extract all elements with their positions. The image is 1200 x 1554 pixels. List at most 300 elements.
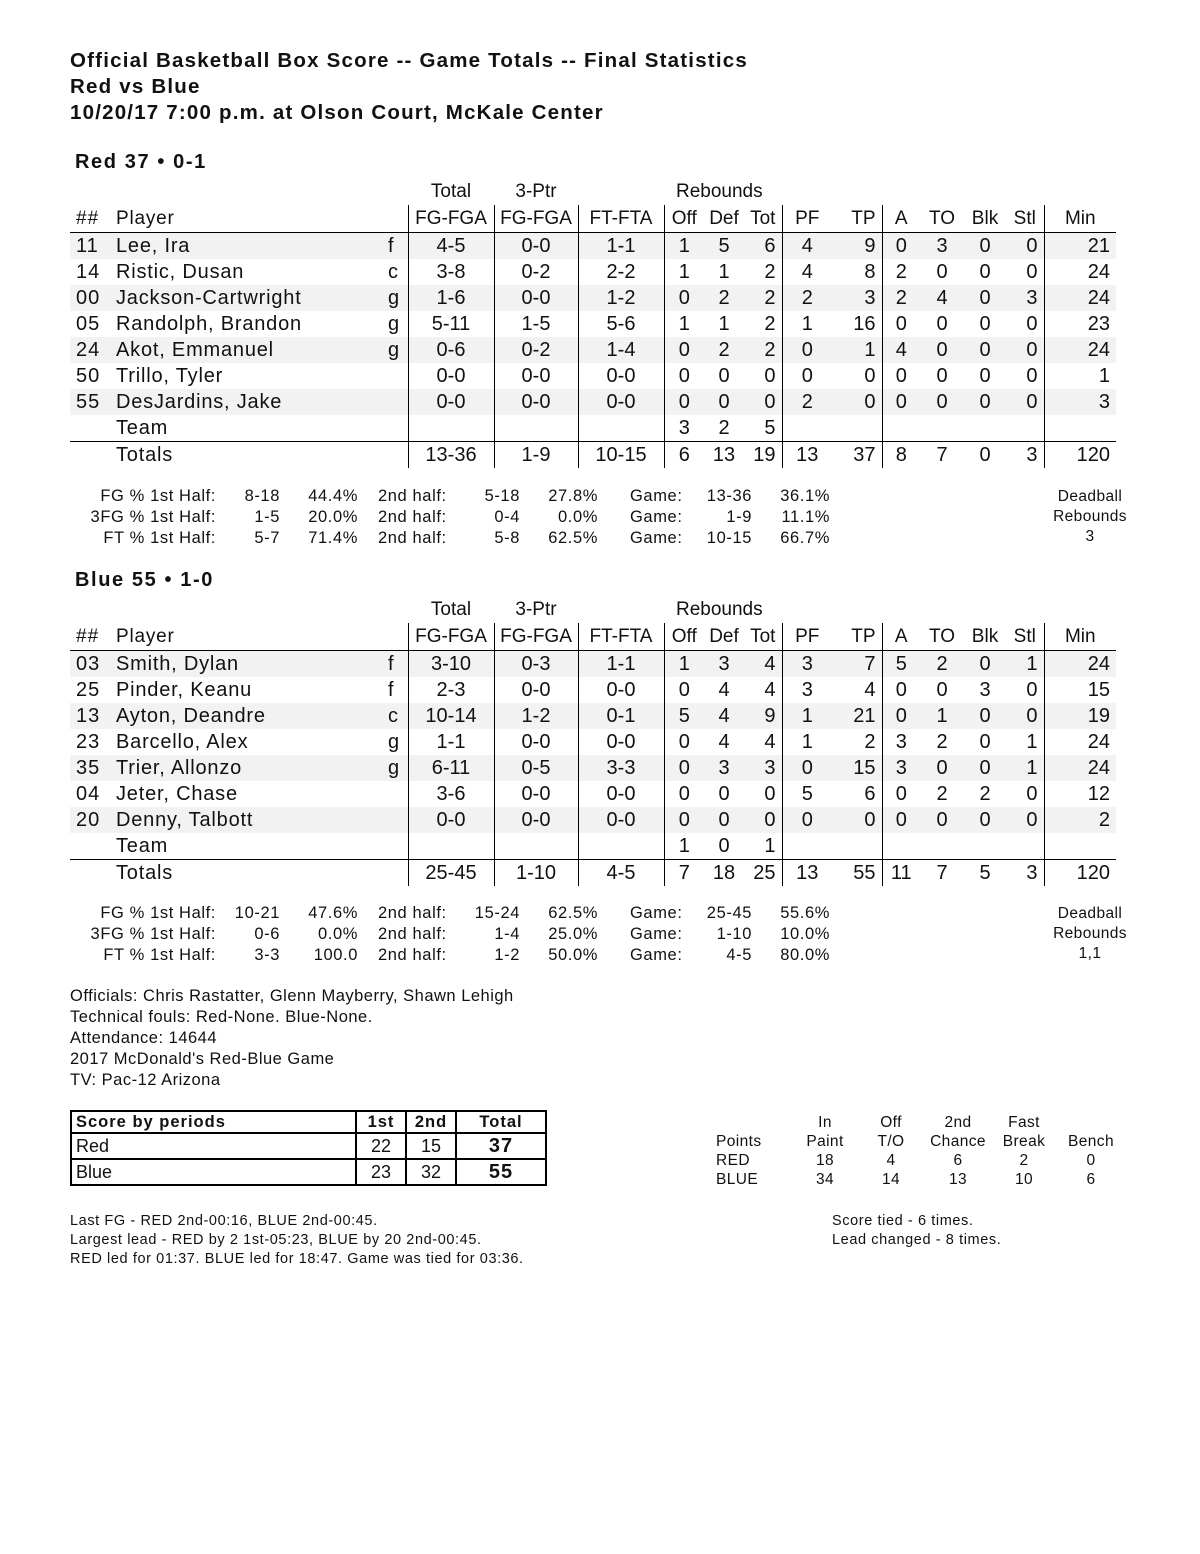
player-tot-reb: 9 — [744, 703, 782, 729]
rebounds-label: Rebounds — [1053, 508, 1127, 525]
totals-fg3: 1-9 — [494, 442, 578, 469]
score-by-periods-table — [70, 1110, 547, 1186]
player-def-reb: 0 — [704, 807, 744, 833]
player-position: g — [388, 312, 400, 335]
totals-a: 8 — [895, 443, 907, 466]
player-off-reb: 1 — [678, 312, 690, 335]
player-number: 05 — [76, 312, 101, 335]
player-tp: 3 — [832, 285, 882, 311]
player-fg3: 0-0 — [494, 363, 578, 389]
pct-h2: 5-8 — [494, 529, 520, 547]
player-position: c — [388, 703, 408, 729]
pct-gp: 36.1% — [780, 487, 830, 505]
player-pf: 1 — [801, 312, 813, 335]
player-to: 2 — [920, 651, 964, 678]
player-name: Ristic, Dusan — [116, 260, 245, 283]
player-position: c — [388, 260, 398, 283]
attendance: Attendance: 14644 — [70, 1029, 218, 1047]
player-pf: 0 — [782, 807, 832, 833]
col-tp: TP — [832, 205, 882, 233]
player-stl: 3 — [1006, 285, 1044, 311]
pct-h2: 5-18 — [484, 487, 520, 505]
player-ft: 0-1 — [578, 703, 664, 729]
pct-h2p: 0.0% — [557, 508, 598, 526]
player-a: 0 — [882, 807, 920, 833]
player-fg3: 0-2 — [494, 337, 578, 363]
pct-h2label: 2nd half: — [378, 529, 447, 547]
player-a: 0 — [882, 703, 920, 729]
player-row — [70, 807, 1116, 833]
sbp-team: Red — [71, 1133, 356, 1159]
player-a: 0 — [882, 389, 920, 415]
player-row — [70, 233, 1116, 260]
pct-h2label: 2nd half: — [378, 946, 447, 964]
player-row — [70, 389, 1116, 415]
player-fg: 3-8 — [408, 259, 494, 285]
pct-glabel: Game: — [630, 904, 683, 922]
team-label: Team — [116, 415, 388, 442]
player-a: 0 — [895, 364, 907, 387]
player-name: Ayton, Deandre — [116, 703, 388, 729]
player-name: Smith, Dylan — [116, 651, 388, 678]
player-name: Akot, Emmanuel — [116, 337, 388, 363]
player-ft: 1-4 — [578, 337, 664, 363]
player-to: 0 — [936, 312, 948, 335]
lead-notes — [70, 1212, 524, 1269]
col-tot: Tot — [744, 205, 782, 233]
player-ft: 3-3 — [578, 755, 664, 781]
player-pf: 2 — [782, 285, 832, 311]
player-row — [70, 729, 1116, 755]
pts-paint: 34 — [815, 1170, 835, 1188]
player-to: 0 — [920, 389, 964, 415]
pct-h2p: 27.8% — [548, 487, 598, 505]
pts-h-fast: Fast — [1008, 1113, 1040, 1131]
col-off: Off — [664, 205, 704, 233]
player-number: 03 — [70, 651, 116, 678]
player-number: 13 — [70, 703, 116, 729]
pts-h-bench: Bench — [1068, 1132, 1114, 1150]
player-pf: 3 — [782, 651, 832, 678]
player-fg: 10-14 — [408, 703, 494, 729]
player-stl: 0 — [1006, 363, 1044, 389]
player-off-reb: 0 — [664, 337, 704, 363]
pct-h1p: 47.6% — [308, 904, 358, 922]
player-name: Jeter, Chase — [116, 782, 238, 805]
pts-h-break: Break — [1002, 1132, 1046, 1150]
game-name: 2017 McDonald's Red-Blue Game — [70, 1050, 335, 1068]
totals-label: Totals — [116, 861, 174, 884]
totals-def-reb: 18 — [712, 861, 736, 884]
player-def-reb: 4 — [718, 730, 730, 753]
col-pf: PF — [782, 623, 832, 651]
player-ft: 0-0 — [578, 363, 664, 389]
player-blk: 0 — [964, 389, 1006, 415]
pct-g: 10-15 — [706, 529, 752, 547]
sbp-2nd-header: 2nd — [406, 1111, 456, 1133]
player-min: 1 — [1098, 364, 1110, 387]
pct-gp: 55.6% — [780, 904, 830, 922]
player-name: Trillo, Tyler — [116, 364, 224, 387]
player-number: 04 — [76, 782, 101, 805]
pct-h2label: 2nd half: — [378, 904, 447, 922]
pct-gp: 80.0% — [780, 946, 830, 964]
pts-h-chance: Chance — [930, 1132, 986, 1150]
player-position — [388, 363, 408, 389]
pct-g: 13-36 — [706, 487, 752, 505]
pct-h1: 8-18 — [244, 487, 280, 505]
pct-label: FG % 1st Half: — [100, 904, 216, 922]
totals-blk: 5 — [979, 861, 991, 884]
sbp-2nd: 32 — [406, 1159, 456, 1185]
col-num: ## — [70, 623, 116, 651]
player-stl: 0 — [1006, 259, 1044, 285]
totals-row — [70, 860, 1116, 887]
pct-g: 1-9 — [726, 508, 752, 526]
player-min: 3 — [1044, 389, 1116, 415]
totals-fg: 25-45 — [408, 860, 494, 887]
points-summary-table — [710, 1113, 1126, 1189]
team-off-reb: 3 — [664, 415, 704, 442]
player-pf: 1 — [782, 703, 832, 729]
player-def-reb: 1 — [718, 260, 730, 283]
rebounds-group-label: Rebounds — [676, 180, 763, 202]
player-stl: 1 — [1006, 755, 1044, 781]
pts-h-points: Points — [716, 1132, 762, 1150]
player-row — [70, 677, 1116, 703]
pct-h2: 1-2 — [494, 946, 520, 964]
col-a: A — [882, 623, 920, 651]
player-pf: 4 — [782, 233, 832, 260]
totals-tp: 37 — [832, 442, 882, 469]
col-ft: FT-FTA — [578, 623, 664, 651]
player-number: 23 — [76, 730, 101, 753]
player-to: 0 — [936, 260, 948, 283]
pts-bench: 6 — [1086, 1170, 1096, 1188]
player-ft: 0-0 — [578, 807, 664, 833]
player-off-reb: 1 — [678, 260, 690, 283]
tv-network: TV: Pac-12 Arizona — [70, 1071, 221, 1089]
player-tp: 6 — [832, 781, 882, 807]
team-tot-reb: 1 — [744, 833, 782, 860]
player-fg: 4-5 — [408, 233, 494, 260]
last-fg: Last FG - RED 2nd-00:16, BLUE 2nd-00:45. — [70, 1213, 378, 1229]
pct-gp: 10.0% — [780, 925, 830, 943]
player-row — [70, 703, 1116, 729]
totals-min: 120 — [1076, 861, 1110, 884]
player-off-reb: 0 — [664, 285, 704, 311]
player-stl: 0 — [1006, 337, 1044, 363]
player-tot-reb: 2 — [744, 285, 782, 311]
col-a: A — [882, 205, 920, 233]
player-off-reb: 0 — [678, 678, 690, 701]
player-ft: 1-1 — [578, 651, 664, 678]
total-group-label: Total — [430, 598, 472, 620]
player-tp: 2 — [832, 729, 882, 755]
player-tot-reb: 2 — [744, 311, 782, 337]
totals-fg: 13-36 — [408, 442, 494, 469]
player-ft: 5-6 — [578, 311, 664, 337]
player-pf: 0 — [801, 364, 813, 387]
player-stl: 0 — [1006, 703, 1044, 729]
col-def: Def — [704, 205, 744, 233]
matchup: Red vs Blue — [70, 75, 201, 98]
player-fg3: 1-2 — [494, 703, 578, 729]
deadball-value: 1,1 — [1078, 945, 1102, 962]
super-header-row — [70, 596, 1116, 623]
player-blk: 3 — [979, 678, 991, 701]
total-group-label: Total — [430, 180, 472, 202]
player-tp: 16 — [832, 311, 882, 337]
report-title: Official Basketball Box Score -- Game Totals -- Final Statistics — [70, 49, 748, 72]
pct-h2: 15-24 — [474, 904, 520, 922]
player-blk: 2 — [979, 782, 991, 805]
player-fg: 0-6 — [408, 337, 494, 363]
totals-tp: 55 — [832, 860, 882, 887]
sbp-total-header: Total — [456, 1111, 546, 1133]
sbp-1st: 22 — [356, 1133, 406, 1159]
totals-off-reb: 6 — [678, 443, 690, 466]
team-label: Team — [116, 833, 388, 860]
player-stl: 1 — [1006, 729, 1044, 755]
pct-h2p: 50.0% — [548, 946, 598, 964]
player-fg3: 0-0 — [494, 807, 578, 833]
pct-h2p: 62.5% — [548, 904, 598, 922]
player-position: f — [388, 233, 408, 260]
player-to: 2 — [936, 730, 948, 753]
player-number: 25 — [76, 678, 101, 701]
pts-fast: 10 — [1014, 1170, 1034, 1188]
player-tp: 4 — [832, 677, 882, 703]
player-row — [70, 781, 1116, 807]
player-off-reb: 0 — [664, 807, 704, 833]
pts-h-in: In — [818, 1113, 832, 1131]
player-pf: 1 — [801, 730, 813, 753]
player-fg3: 0-0 — [494, 729, 578, 755]
player-fg3: 0-0 — [494, 233, 578, 260]
sbp-2nd: 15 — [406, 1133, 456, 1159]
blue-stat-table — [70, 596, 1116, 886]
player-name: Lee, Ira — [116, 233, 388, 260]
totals-to: 7 — [936, 861, 948, 884]
led-for: RED led for 01:37. BLUE led for 18:47. Game was tied for 03:36. — [70, 1251, 524, 1267]
largest-lead: Largest lead - RED by 2 1st-05:23, BLUE by 20 2nd-00:45. — [70, 1232, 482, 1248]
player-a: 0 — [895, 678, 907, 701]
sbp-total: 55 — [456, 1159, 546, 1185]
player-fg: 0-0 — [408, 389, 494, 415]
red-stat-table — [70, 178, 1116, 468]
player-tot-reb: 6 — [744, 233, 782, 260]
player-blk: 0 — [964, 337, 1006, 363]
pct-h2label: 2nd half: — [378, 508, 447, 526]
pct-h1: 1-5 — [254, 508, 280, 526]
col-tp: TP — [832, 623, 882, 651]
player-def-reb: 3 — [704, 755, 744, 781]
player-to: 1 — [920, 703, 964, 729]
player-stl: 0 — [1006, 781, 1044, 807]
pct-h1: 10-21 — [234, 904, 280, 922]
col-off: Off — [664, 623, 704, 651]
pct-label: FT % 1st Half: — [103, 529, 216, 547]
col-pf: PF — [782, 205, 832, 233]
player-name: Pinder, Keanu — [116, 678, 253, 701]
pct-h1p: 20.0% — [308, 508, 358, 526]
player-pf: 2 — [782, 389, 832, 415]
player-fg: 2-3 — [408, 677, 494, 703]
player-name: Randolph, Brandon — [116, 312, 302, 335]
pts-h-2nd: 2nd — [944, 1113, 972, 1131]
rebounds-label: Rebounds — [1053, 925, 1127, 942]
totals-pf: 13 — [796, 443, 819, 466]
player-ft: 0-0 — [578, 729, 664, 755]
player-row — [70, 311, 1116, 337]
player-row — [70, 651, 1116, 678]
player-a: 0 — [895, 782, 907, 805]
pct-h1p: 0.0% — [317, 925, 358, 943]
super-header-row — [70, 178, 1116, 205]
player-number: 11 — [70, 233, 116, 260]
blue-deadball-rebounds — [1040, 904, 1140, 964]
player-min: 24 — [1044, 755, 1116, 781]
player-stl: 0 — [1006, 807, 1044, 833]
player-to: 0 — [920, 755, 964, 781]
player-def-reb: 1 — [718, 312, 730, 335]
col-fg3: FG-FGA — [494, 205, 578, 233]
pct-h1p: 71.4% — [308, 529, 358, 547]
player-tp: 1 — [832, 337, 882, 363]
pts-team: RED — [716, 1151, 750, 1169]
player-tp: 8 — [832, 259, 882, 285]
player-row — [70, 285, 1116, 311]
col-player: Player — [116, 623, 388, 651]
pct-glabel: Game: — [630, 487, 683, 505]
player-fg: 0-0 — [408, 807, 494, 833]
player-a: 2 — [895, 260, 907, 283]
col-min: Min — [1044, 623, 1116, 651]
player-tot-reb: 4 — [744, 651, 782, 678]
player-tot-reb: 0 — [744, 363, 782, 389]
player-position: f — [388, 678, 394, 701]
totals-pf: 13 — [796, 861, 819, 884]
player-stl: 0 — [1006, 233, 1044, 260]
player-to: 0 — [920, 807, 964, 833]
player-fg3: 1-5 — [494, 311, 578, 337]
red-deadball-rebounds — [1040, 487, 1140, 547]
player-tot-reb: 0 — [744, 389, 782, 415]
col-blk: Blk — [964, 623, 1006, 651]
player-tp: 0 — [832, 363, 882, 389]
player-pf: 4 — [801, 260, 813, 283]
player-to: 2 — [936, 782, 948, 805]
player-fg3: 0-3 — [494, 651, 578, 678]
player-fg3: 0-0 — [494, 285, 578, 311]
player-pf: 3 — [801, 678, 813, 701]
player-def-reb: 0 — [718, 782, 730, 805]
player-a: 4 — [882, 337, 920, 363]
player-blk: 0 — [964, 233, 1006, 260]
pts-to: 14 — [881, 1170, 901, 1188]
player-a: 0 — [895, 312, 907, 335]
player-tp: 15 — [832, 755, 882, 781]
team-def-reb: 0 — [704, 833, 744, 860]
player-row — [70, 259, 1116, 285]
player-fg: 1-1 — [408, 729, 494, 755]
col-tot: Tot — [744, 623, 782, 651]
player-ft: 0-0 — [578, 781, 664, 807]
player-def-reb: 4 — [718, 678, 730, 701]
team-def-reb: 2 — [704, 415, 744, 442]
pct-h1p: 100.0 — [313, 946, 358, 964]
totals-def-reb: 13 — [712, 443, 736, 466]
player-position: g — [388, 337, 408, 363]
pct-label: FG % 1st Half: — [100, 487, 216, 505]
player-tp: 21 — [832, 703, 882, 729]
blue-box-score — [70, 596, 1116, 886]
deadball-label: Deadball — [1057, 488, 1123, 505]
player-tot-reb: 3 — [744, 755, 782, 781]
deadball-label: Deadball — [1057, 905, 1123, 922]
officials: Officials: Chris Rastatter, Glenn Mayberry, Shawn Lehigh — [70, 987, 514, 1005]
player-fg: 5-11 — [408, 311, 494, 337]
player-def-reb: 2 — [704, 285, 744, 311]
col-to: TO — [920, 205, 964, 233]
pct-h1: 5-7 — [254, 529, 280, 547]
pct-gp: 66.7% — [780, 529, 830, 547]
player-blk: 0 — [964, 755, 1006, 781]
player-min: 24 — [1087, 260, 1110, 283]
player-off-reb: 0 — [678, 364, 690, 387]
pct-h2label: 2nd half: — [378, 487, 447, 505]
player-number: 14 — [76, 260, 101, 283]
column-header-row — [70, 623, 1116, 651]
player-a: 3 — [895, 730, 907, 753]
pts-chance: 6 — [953, 1151, 963, 1169]
player-a: 0 — [882, 233, 920, 260]
player-ft: 0-0 — [578, 677, 664, 703]
team-rebounds-row — [70, 415, 1116, 442]
player-def-reb: 2 — [704, 337, 744, 363]
pct-h2p: 25.0% — [548, 925, 598, 943]
player-stl: 0 — [1006, 677, 1044, 703]
player-blk: 0 — [979, 730, 991, 753]
pct-g: 4-5 — [726, 946, 752, 964]
player-row — [70, 363, 1116, 389]
player-blk: 0 — [964, 651, 1006, 678]
tie-notes — [832, 1212, 1001, 1250]
player-tot-reb: 0 — [744, 807, 782, 833]
totals-blk: 0 — [979, 443, 991, 466]
player-tp: 0 — [832, 389, 882, 415]
player-fg: 1-6 — [408, 285, 494, 311]
player-fg: 3-10 — [408, 651, 494, 678]
sbp-team: Blue — [71, 1159, 356, 1185]
player-number: 24 — [70, 337, 116, 363]
col-num: ## — [70, 205, 116, 233]
pct-label: FT % 1st Half: — [103, 946, 216, 964]
rebounds-group-label: Rebounds — [676, 598, 763, 620]
totals-fg3: 1-10 — [494, 860, 578, 887]
pts-bench: 0 — [1086, 1151, 1096, 1169]
game-notes — [70, 986, 514, 1091]
pts-h-paint: Paint — [806, 1132, 844, 1150]
three-ptr-group-label: 3-Ptr — [515, 598, 557, 620]
player-def-reb: 0 — [718, 364, 730, 387]
player-pf: 0 — [782, 755, 832, 781]
player-name: Jackson-Cartwright — [116, 285, 388, 311]
totals-stl: 3 — [1006, 860, 1044, 887]
player-pf: 0 — [782, 337, 832, 363]
player-a: 3 — [882, 755, 920, 781]
